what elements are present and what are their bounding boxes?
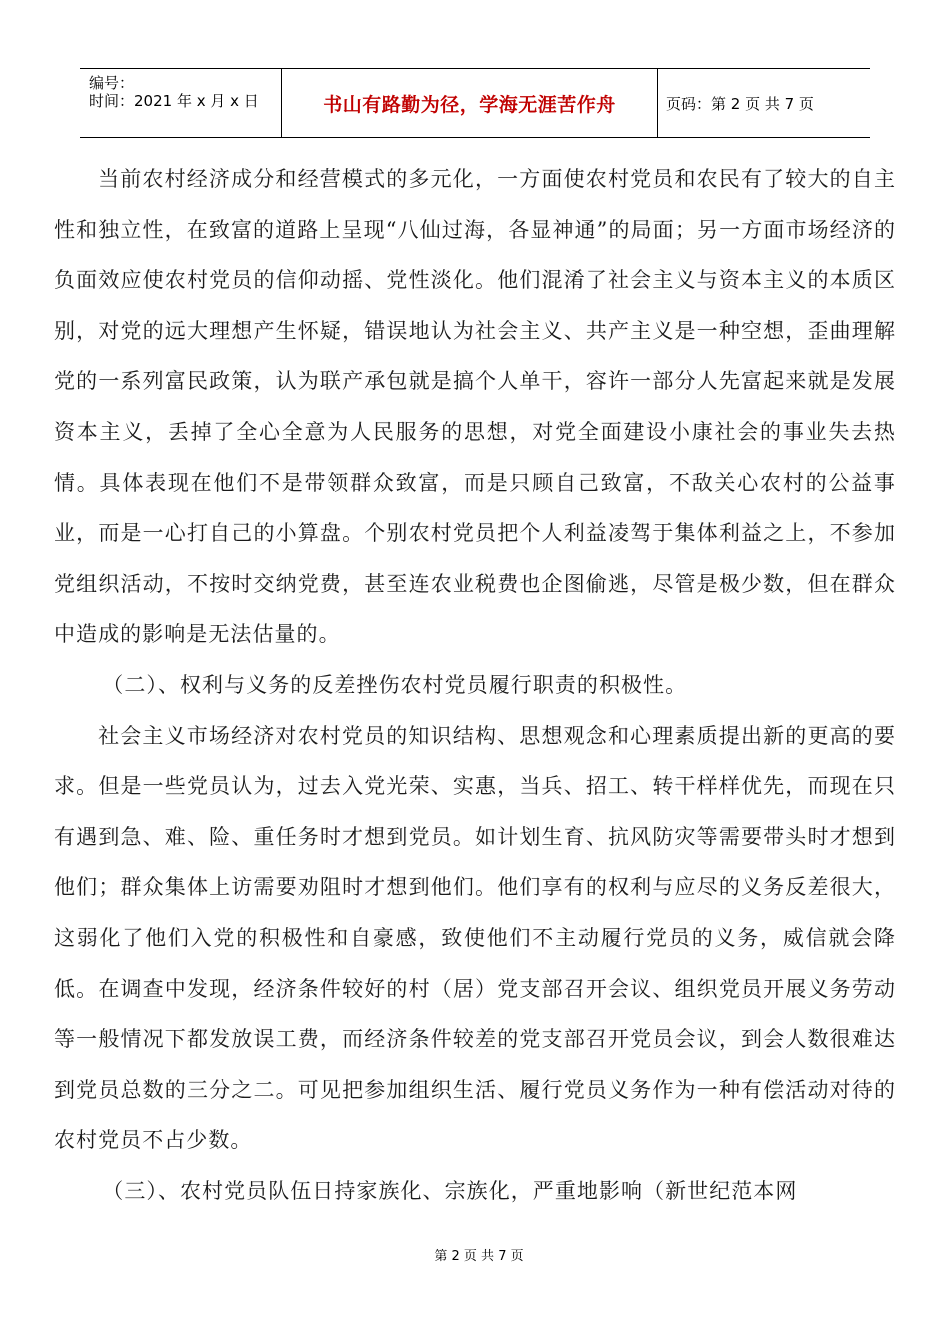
- document-number-label: 编号：: [89, 74, 135, 92]
- document-body: [54, 154, 896, 1216]
- header-meta: [80, 69, 282, 137]
- section-heading: （三）、农村党员队伍日持家族化、宗族化，严重地影响（新世纪范本网: [102, 1178, 798, 1203]
- section-heading: （二）、权利与义务的反差挫伤农村党员履行职责的积极性。: [102, 672, 688, 697]
- body-paragraph: 当前农村经济成分和经营模式的多元化，一方面使农村党员和农民有了较大的自主性和独立性，在致富的道路上呈现“八仙过海，各显神通”的局面；另一方面市场经济的负面效应使农村党员的信仰动摇、党性淡化。他们混淆了社会主义与资本主义的本质区别，对党的远大理想产生怀疑，错误地认为社会主义、共产主义是一种空想，歪曲理解党的一系列富民政策，认为联产承包就是搞个人单干，容许一部分人先富起来就是发展资本主义，丢掉了全心全意为人民服务的思想，对党全面建设小康社会的事业失去热情。具体表现在他们不是带领群众致富，而是只顾自己致富，不敌关心农村的公益事业，而是一心打自己的小算盘。个别农村党员把个人利益凌驾于集体利益之上，不参加党组织活动，不按时交纳党费，甚至连农业税费也企图偷逃，尽管是极少数，但在群众中造成的影响是无法估量的。: [54, 167, 896, 647]
- page-footer: [0, 1245, 950, 1264]
- header-motto: 书山有路勤为径，学海无涯苦作舟: [323, 93, 616, 116]
- footer-page-number: 第 2 页 共 7 页: [434, 1249, 524, 1264]
- header-page-cell: [658, 69, 870, 137]
- page-header: [80, 68, 870, 138]
- body-paragraph: 社会主义市场经济对农村党员的知识结构、思想观念和心理素质提出新的更高的要求。但是一些党员认为，过去入党光荣、实惠，当兵、招工、转干样样优先，而现在只有遇到急、难、险、重任务时才想到党员。如计划生育、抗风防灾等需要带头时才想到他们；群众集体上访需要劝阻时才想到他们。他们享有的权利与应尽的义务反差很大，这弱化了他们入党的积极性和自豪感，致使他们不主动履行党员的义务，威信就会降低。在调查中发现，经济条件较好的村（居）党支部召开会议、组织党员开展义务劳动等一般情况下都发放误工费，而经济条件较差的党支部召开党员会议，到会人数很难达到党员总数的三分之二。可见把参加组织生活、履行党员义务作为一种有偿活动对待的农村党员不占少数。: [54, 723, 896, 1153]
- header-page-number: 页码：第 2 页 共 7 页: [666, 94, 814, 113]
- document-date: 时间：2021 年 x 月 x 日: [89, 92, 259, 110]
- header-motto-cell: [282, 69, 658, 137]
